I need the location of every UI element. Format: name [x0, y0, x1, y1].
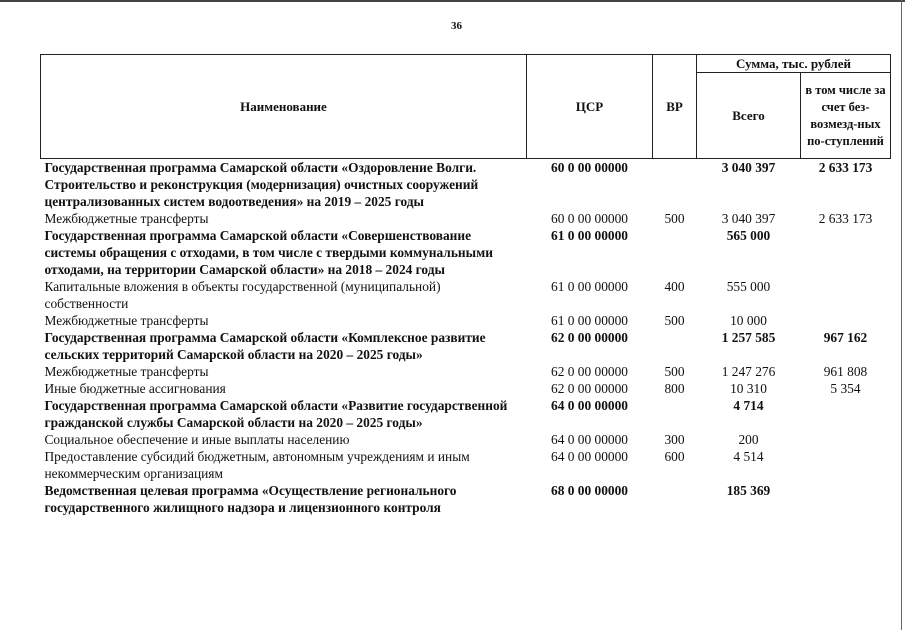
row-incl: 2 633 173 [818, 211, 873, 226]
row-vr: 500 [664, 313, 685, 328]
row-vr: 500 [664, 211, 685, 226]
table-row [41, 397, 891, 431]
table-row [41, 278, 891, 312]
header-sum: Сумма, тыс. рублей [697, 55, 891, 73]
row-incl [801, 431, 891, 448]
row-name: Государственная программа Самарской области «Совершенствование системы обращения с отходами, в том числе с твердыми коммунальными отходами, на территории Самарской области» на 2018 – 2024 годы [44, 228, 493, 277]
row-vr [653, 482, 697, 516]
row-total: 1 257 585 [721, 330, 776, 345]
row-total: 10 310 [730, 381, 767, 396]
row-name: Капитальные вложения в объекты государственной (муниципальной) собственности [44, 279, 441, 311]
row-total: 3 040 397 [721, 211, 776, 226]
header-name: Наименование [41, 55, 527, 159]
row-name: Межбюджетные трансферты [44, 364, 209, 379]
page-number: 36 [451, 20, 462, 32]
header-csr: ЦСР [527, 55, 653, 159]
scan-right-edge [901, 0, 902, 630]
row-vr [653, 397, 697, 431]
row-total: 185 369 [726, 483, 771, 498]
row-csr: 64 0 00 00000 [551, 398, 628, 413]
row-name: Иные бюджетные ассигнования [44, 381, 226, 396]
row-vr: 600 [664, 449, 685, 464]
row-incl [801, 397, 891, 431]
row-vr [653, 159, 697, 211]
row-vr: 500 [664, 364, 685, 379]
row-name: Государственная программа Самарской области «Комплексное развитие сельских территорий Самарской области на 2020 – 2025 годы» [44, 330, 486, 362]
row-total: 4 714 [733, 398, 764, 413]
scan-top-edge [0, 0, 905, 2]
row-csr: 61 0 00 00000 [551, 313, 628, 328]
table-row [41, 448, 891, 482]
row-name: Государственная программа Самарской области «Оздоровление Волги. Строительство и реконструкция (модернизация) очистных сооружений централизованных систем водоотведения» на 2019 – 2025 годы [44, 160, 479, 209]
row-total: 565 000 [726, 228, 771, 243]
header-vr: ВР [653, 55, 697, 159]
table-row [41, 329, 891, 363]
row-incl [801, 227, 891, 278]
row-csr: 61 0 00 00000 [551, 279, 628, 294]
row-total: 4 514 [733, 449, 764, 464]
row-name: Ведомственная целевая программа «Осуществление регионального государственного жилищного надзора и лицензионного контроля [44, 483, 457, 515]
row-vr: 300 [664, 432, 685, 447]
row-csr: 62 0 00 00000 [551, 364, 628, 379]
row-incl: 967 162 [823, 330, 868, 345]
row-csr: 62 0 00 00000 [551, 330, 628, 345]
table-row [41, 312, 891, 329]
row-name: Предоставление субсидий бюджетным, автономным учреждениям и иным некоммерческим организациям [44, 449, 470, 481]
table-row [41, 482, 891, 516]
row-incl [801, 482, 891, 516]
row-name: Межбюджетные трансферты [44, 313, 209, 328]
row-vr [653, 329, 697, 363]
row-csr: 68 0 00 00000 [551, 483, 628, 498]
budget-table [40, 54, 891, 516]
header-total: Всего [697, 73, 801, 159]
table-body [41, 159, 891, 517]
row-csr: 60 0 00 00000 [551, 160, 628, 175]
row-vr [653, 227, 697, 278]
row-vr: 800 [664, 381, 685, 396]
row-incl [801, 278, 891, 312]
row-csr: 64 0 00 00000 [551, 449, 628, 464]
row-name: Межбюджетные трансферты [44, 211, 209, 226]
row-total: 555 000 [726, 279, 771, 294]
row-csr: 62 0 00 00000 [551, 381, 628, 396]
row-incl [801, 448, 891, 482]
row-csr: 60 0 00 00000 [551, 211, 628, 226]
row-csr: 64 0 00 00000 [551, 432, 628, 447]
row-total: 10 000 [730, 313, 767, 328]
table-row [41, 380, 891, 397]
table-row [41, 431, 891, 448]
row-incl [801, 312, 891, 329]
row-total: 200 [738, 432, 759, 447]
row-incl: 5 354 [830, 381, 861, 396]
row-total: 3 040 397 [721, 160, 776, 175]
row-vr: 400 [664, 279, 685, 294]
table-row [41, 227, 891, 278]
row-incl: 2 633 173 [818, 160, 873, 175]
row-name: Социальное обеспечение и иные выплаты населению [44, 432, 350, 447]
table-row [41, 210, 891, 227]
row-incl: 961 808 [823, 364, 868, 379]
header-incl: в том числе за счет без-возмезд-ных по-ступлений [801, 73, 891, 159]
table-row [41, 159, 891, 211]
row-csr: 61 0 00 00000 [551, 228, 628, 243]
row-name: Государственная программа Самарской области «Развитие государственной гражданской службы Самарской области на 2020 – 2025 годы» [44, 398, 508, 430]
row-total: 1 247 276 [721, 364, 776, 379]
table-row [41, 363, 891, 380]
